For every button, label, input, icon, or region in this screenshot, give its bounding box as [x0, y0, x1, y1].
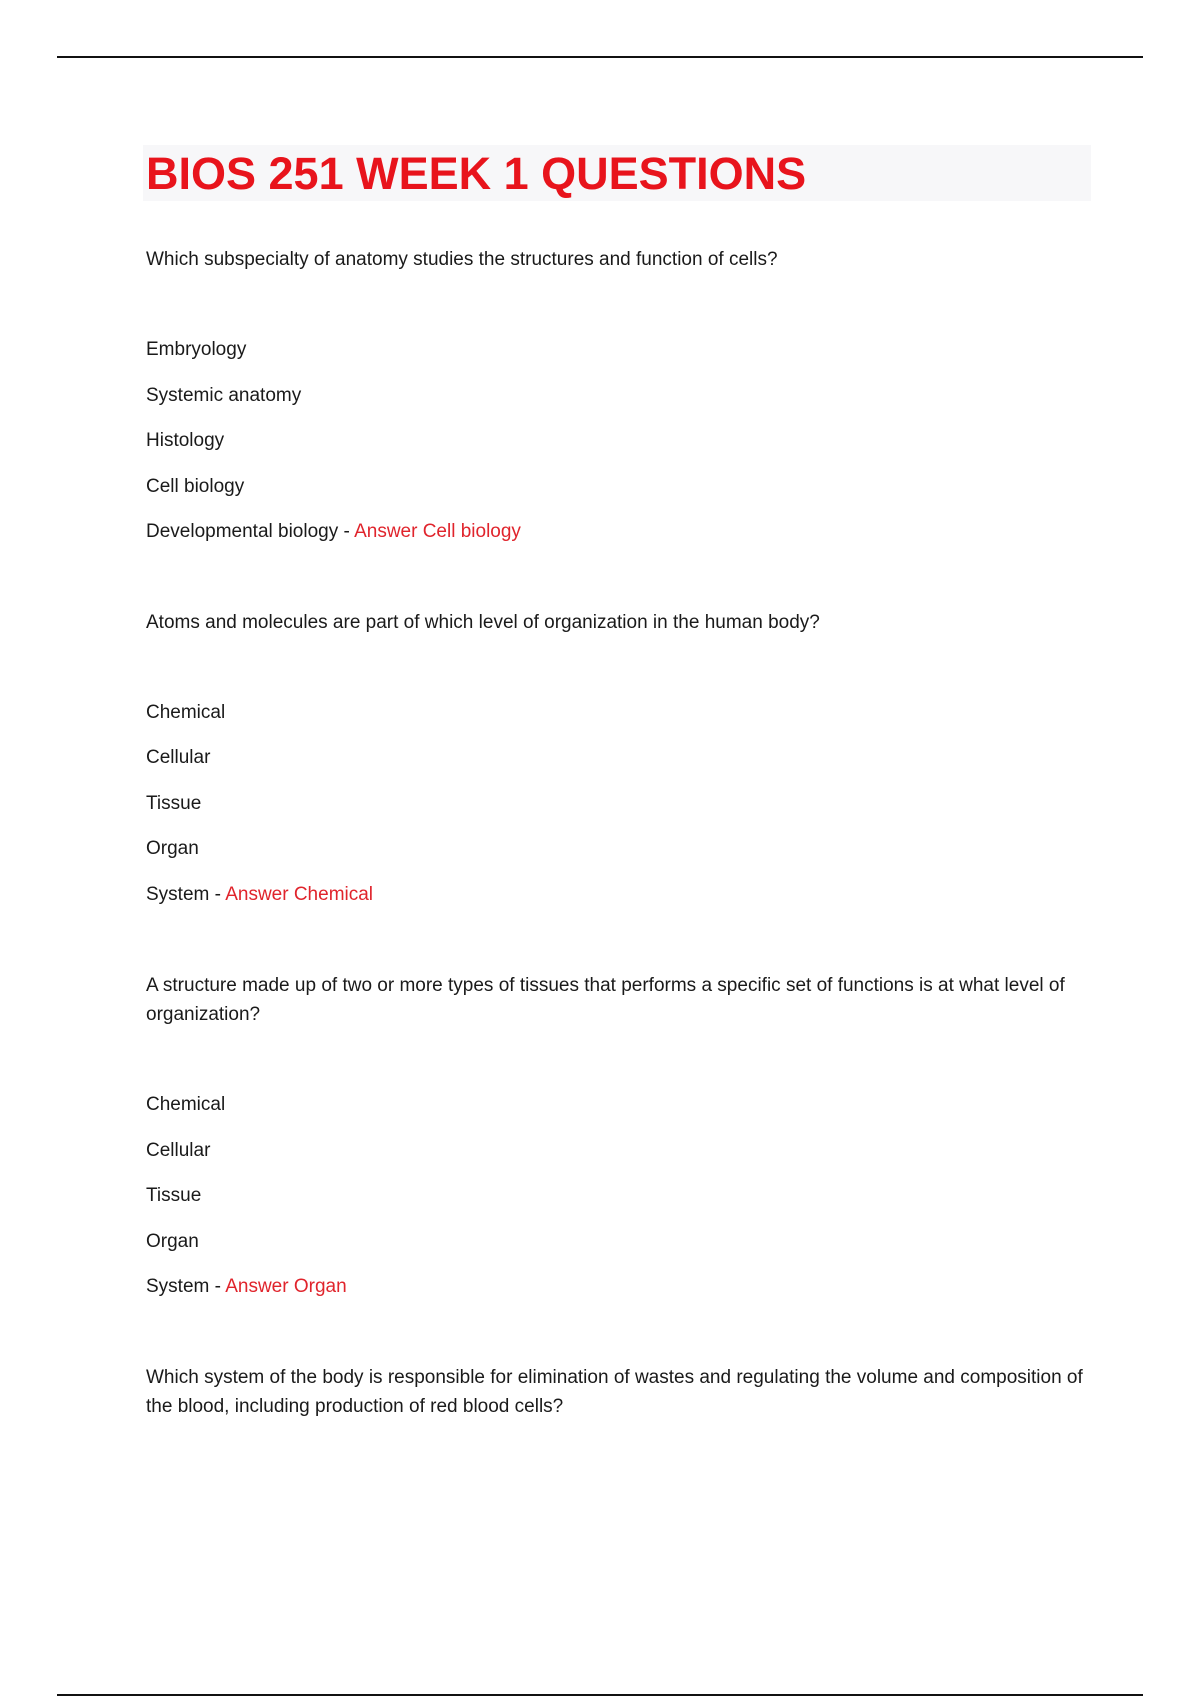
- question-2-answer: Answer Chemical: [225, 884, 374, 905]
- question-1-option-1: Embryology: [146, 339, 247, 360]
- question-3-option-5-line: [146, 1274, 347, 1300]
- question-2-option-4: Organ: [146, 838, 199, 859]
- question-1-option-3: Histology: [146, 430, 225, 451]
- question-3-option-3: Tissue: [146, 1185, 202, 1206]
- question-2-option-5: System: [146, 884, 210, 905]
- question-4-text: Which system of the body is responsible for elimination of wastes and regulating the volume and composition of the blood, including production of red blood cells?: [146, 1367, 1083, 1417]
- question-3-answer-separator: -: [209, 1276, 226, 1297]
- question-1-option-5-line: [146, 519, 521, 545]
- page-title: BIOS 251 WEEK 1 QUESTIONS: [146, 148, 807, 199]
- question-2-option-3: Tissue: [146, 793, 202, 814]
- question-1-option-2: Systemic anatomy: [146, 385, 302, 406]
- question-3-option-1: Chemical: [146, 1094, 226, 1115]
- question-1-answer-separator: -: [338, 521, 355, 542]
- question-1-answer: Answer Cell biology: [354, 521, 521, 542]
- footer-rule: [57, 1694, 1143, 1696]
- question-3-answer: Answer Organ: [225, 1276, 347, 1297]
- question-2-text: Atoms and molecules are part of which level of organization in the human body?: [146, 612, 820, 633]
- question-3-option-4: Organ: [146, 1231, 199, 1252]
- question-3-option-2: Cellular: [146, 1140, 211, 1161]
- question-1-option-5: Developmental biology: [146, 521, 339, 542]
- question-1-text: Which subspecialty of anatomy studies the structures and function of cells?: [146, 249, 778, 270]
- question-3-text: A structure made up of two or more types of tissues that performs a specific set of functions is at what level of organization?: [146, 975, 1065, 1025]
- question-3-option-5: System: [146, 1276, 210, 1297]
- question-2-option-5-line: [146, 882, 373, 908]
- question-1-option-4: Cell biology: [146, 476, 245, 497]
- question-2-option-2: Cellular: [146, 747, 211, 768]
- header-rule: [57, 56, 1143, 58]
- question-2-answer-separator: -: [209, 884, 226, 905]
- question-2-option-1: Chemical: [146, 702, 226, 723]
